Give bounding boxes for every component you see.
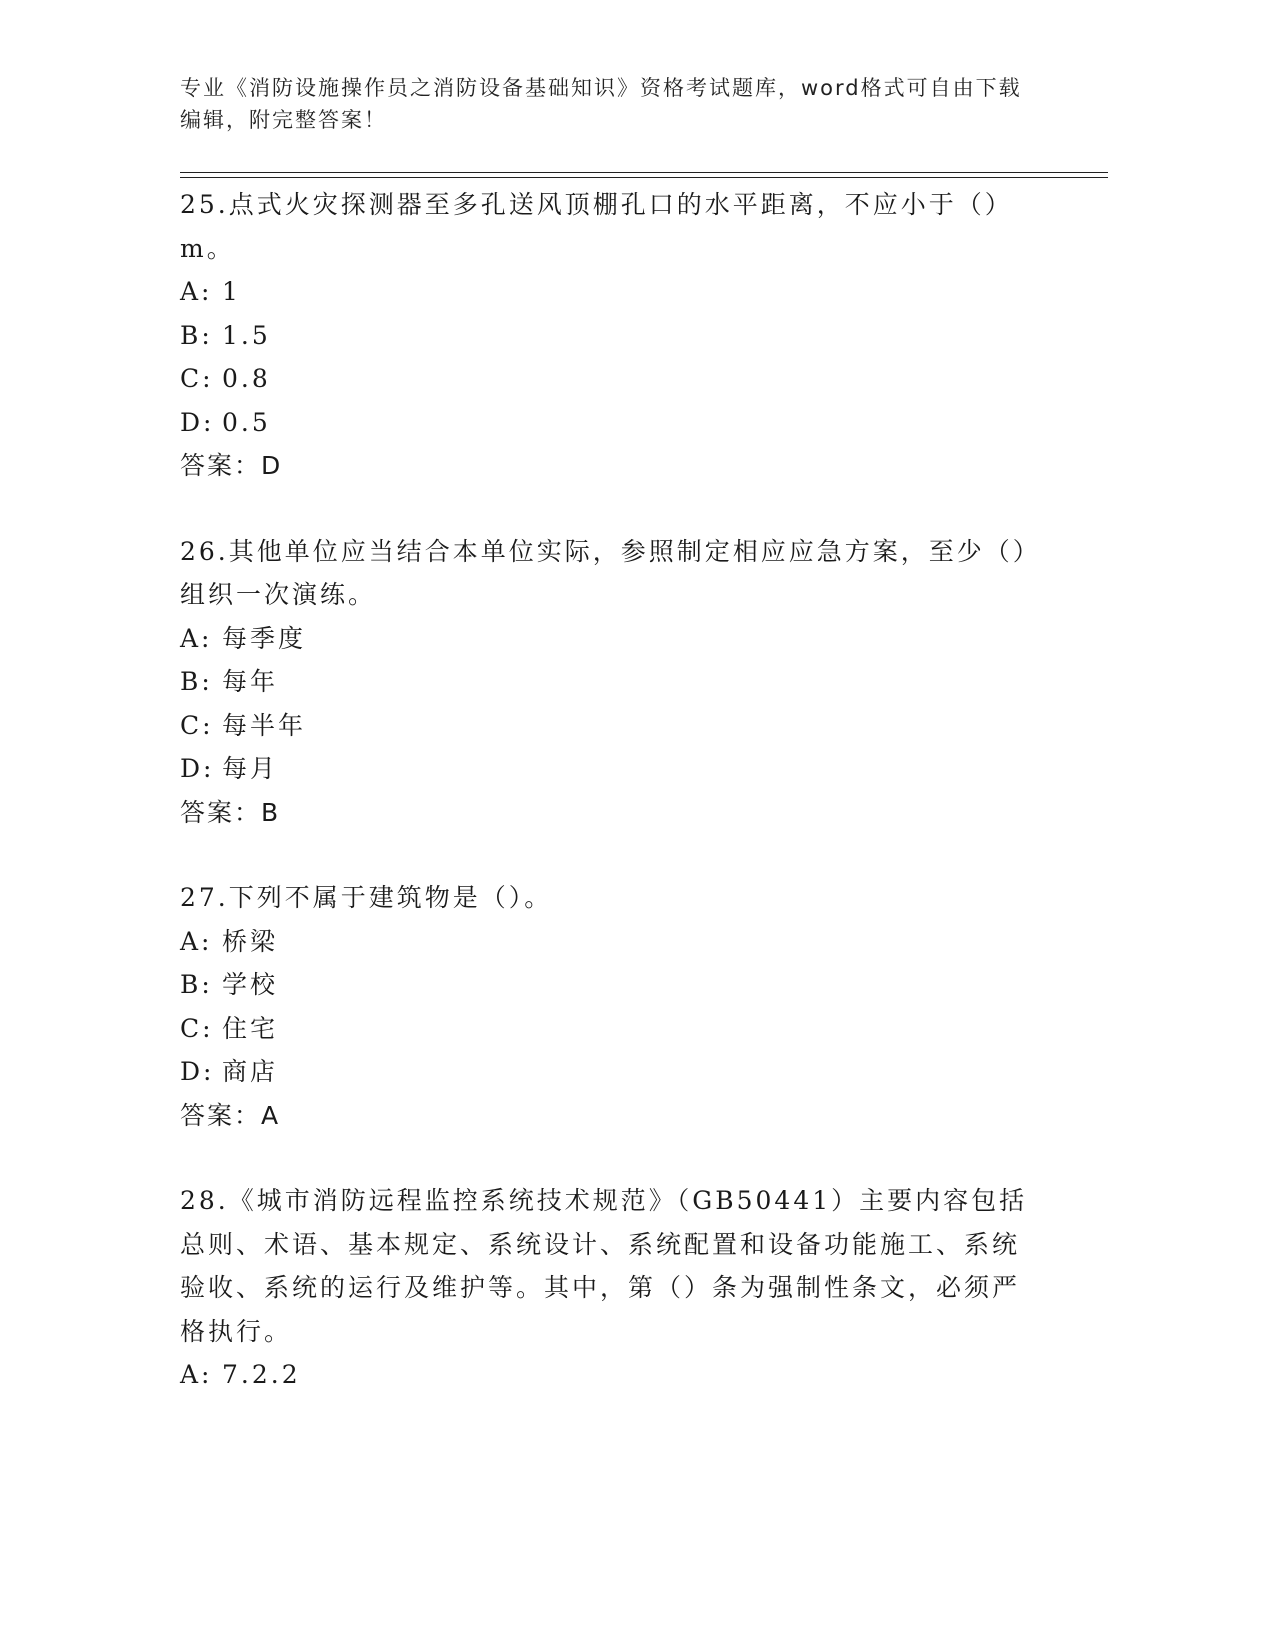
- option-text: 1: [222, 277, 241, 306]
- option-label: D:: [180, 407, 215, 437]
- option-c: [180, 1007, 1030, 1051]
- option-b: [180, 660, 1030, 704]
- option-text: 住宅: [222, 1013, 279, 1043]
- option-a: [180, 270, 1030, 314]
- option-text: 桥梁: [222, 926, 279, 956]
- question-stem: 28.《城市消防远程监控系统技术规范》（GB50441）主要内容包括总则、术语、基本规定、系统设计、系统配置和设备功能施工、系统验收、系统的运行及维护等。其中，第（）条为强制性条文，必须严格执行。: [180, 1186, 1028, 1346]
- option-b: [180, 314, 1030, 358]
- option-a: [180, 617, 1030, 661]
- answer-line: 答案：A: [180, 1100, 281, 1130]
- option-label: A:: [180, 1360, 213, 1389]
- option-a: [180, 920, 1030, 964]
- option-text: 商店: [222, 1057, 279, 1086]
- question-item: [180, 876, 1030, 1137]
- question-stem: 26.其他单位应当结合本单位实际，参照制定相应应急方案，至少（）组织一次演练。: [180, 536, 1029, 609]
- option-c: [180, 357, 1030, 401]
- option-d: [180, 1050, 1030, 1094]
- option-label: A:: [180, 277, 213, 306]
- question-item: [180, 183, 1030, 488]
- option-label: B:: [180, 970, 213, 999]
- option-text: 每年: [222, 667, 279, 696]
- option-label: D:: [180, 1057, 215, 1086]
- question-stem: 27.下列不属于建筑物是（）。: [180, 883, 553, 912]
- question-list: [180, 183, 1030, 1439]
- header-divider-secondary: [180, 177, 1108, 178]
- option-text: 学校: [222, 970, 279, 999]
- option-label: C:: [180, 1013, 214, 1043]
- option-b: [180, 963, 1030, 1007]
- option-a: [180, 1353, 1030, 1397]
- option-label: B:: [180, 320, 213, 350]
- option-label: C:: [180, 364, 214, 393]
- option-text: 1.5: [222, 320, 271, 350]
- option-label: C:: [180, 710, 214, 740]
- option-label: B:: [180, 667, 213, 696]
- option-c: [180, 704, 1030, 748]
- option-text: 7.2.2: [222, 1360, 301, 1389]
- question-stem: 25.点式火灾探测器至多孔送风顶棚孔口的水平距离，不应小于（）m。: [180, 190, 1013, 263]
- question-item: [180, 1179, 1030, 1397]
- option-text: 每半年: [222, 710, 307, 740]
- question-item: [180, 530, 1030, 835]
- answer-line: 答案：B: [180, 797, 281, 827]
- answer-line: 答案：D: [180, 451, 283, 480]
- option-d: [180, 401, 1030, 445]
- option-text: 每季度: [222, 623, 307, 653]
- option-label: A:: [180, 926, 213, 956]
- option-d: [180, 747, 1030, 791]
- header-divider: [180, 172, 1108, 173]
- option-text: 0.8: [222, 364, 271, 393]
- option-label: A:: [180, 623, 213, 653]
- option-text: 0.5: [222, 407, 271, 437]
- option-label: D:: [180, 754, 215, 783]
- document-header: 专业《消防设施操作员之消防设备基础知识》资格考试题库，word格式可自由下载编辑，附完整答案！: [180, 76, 1022, 132]
- option-text: 每月: [222, 754, 279, 783]
